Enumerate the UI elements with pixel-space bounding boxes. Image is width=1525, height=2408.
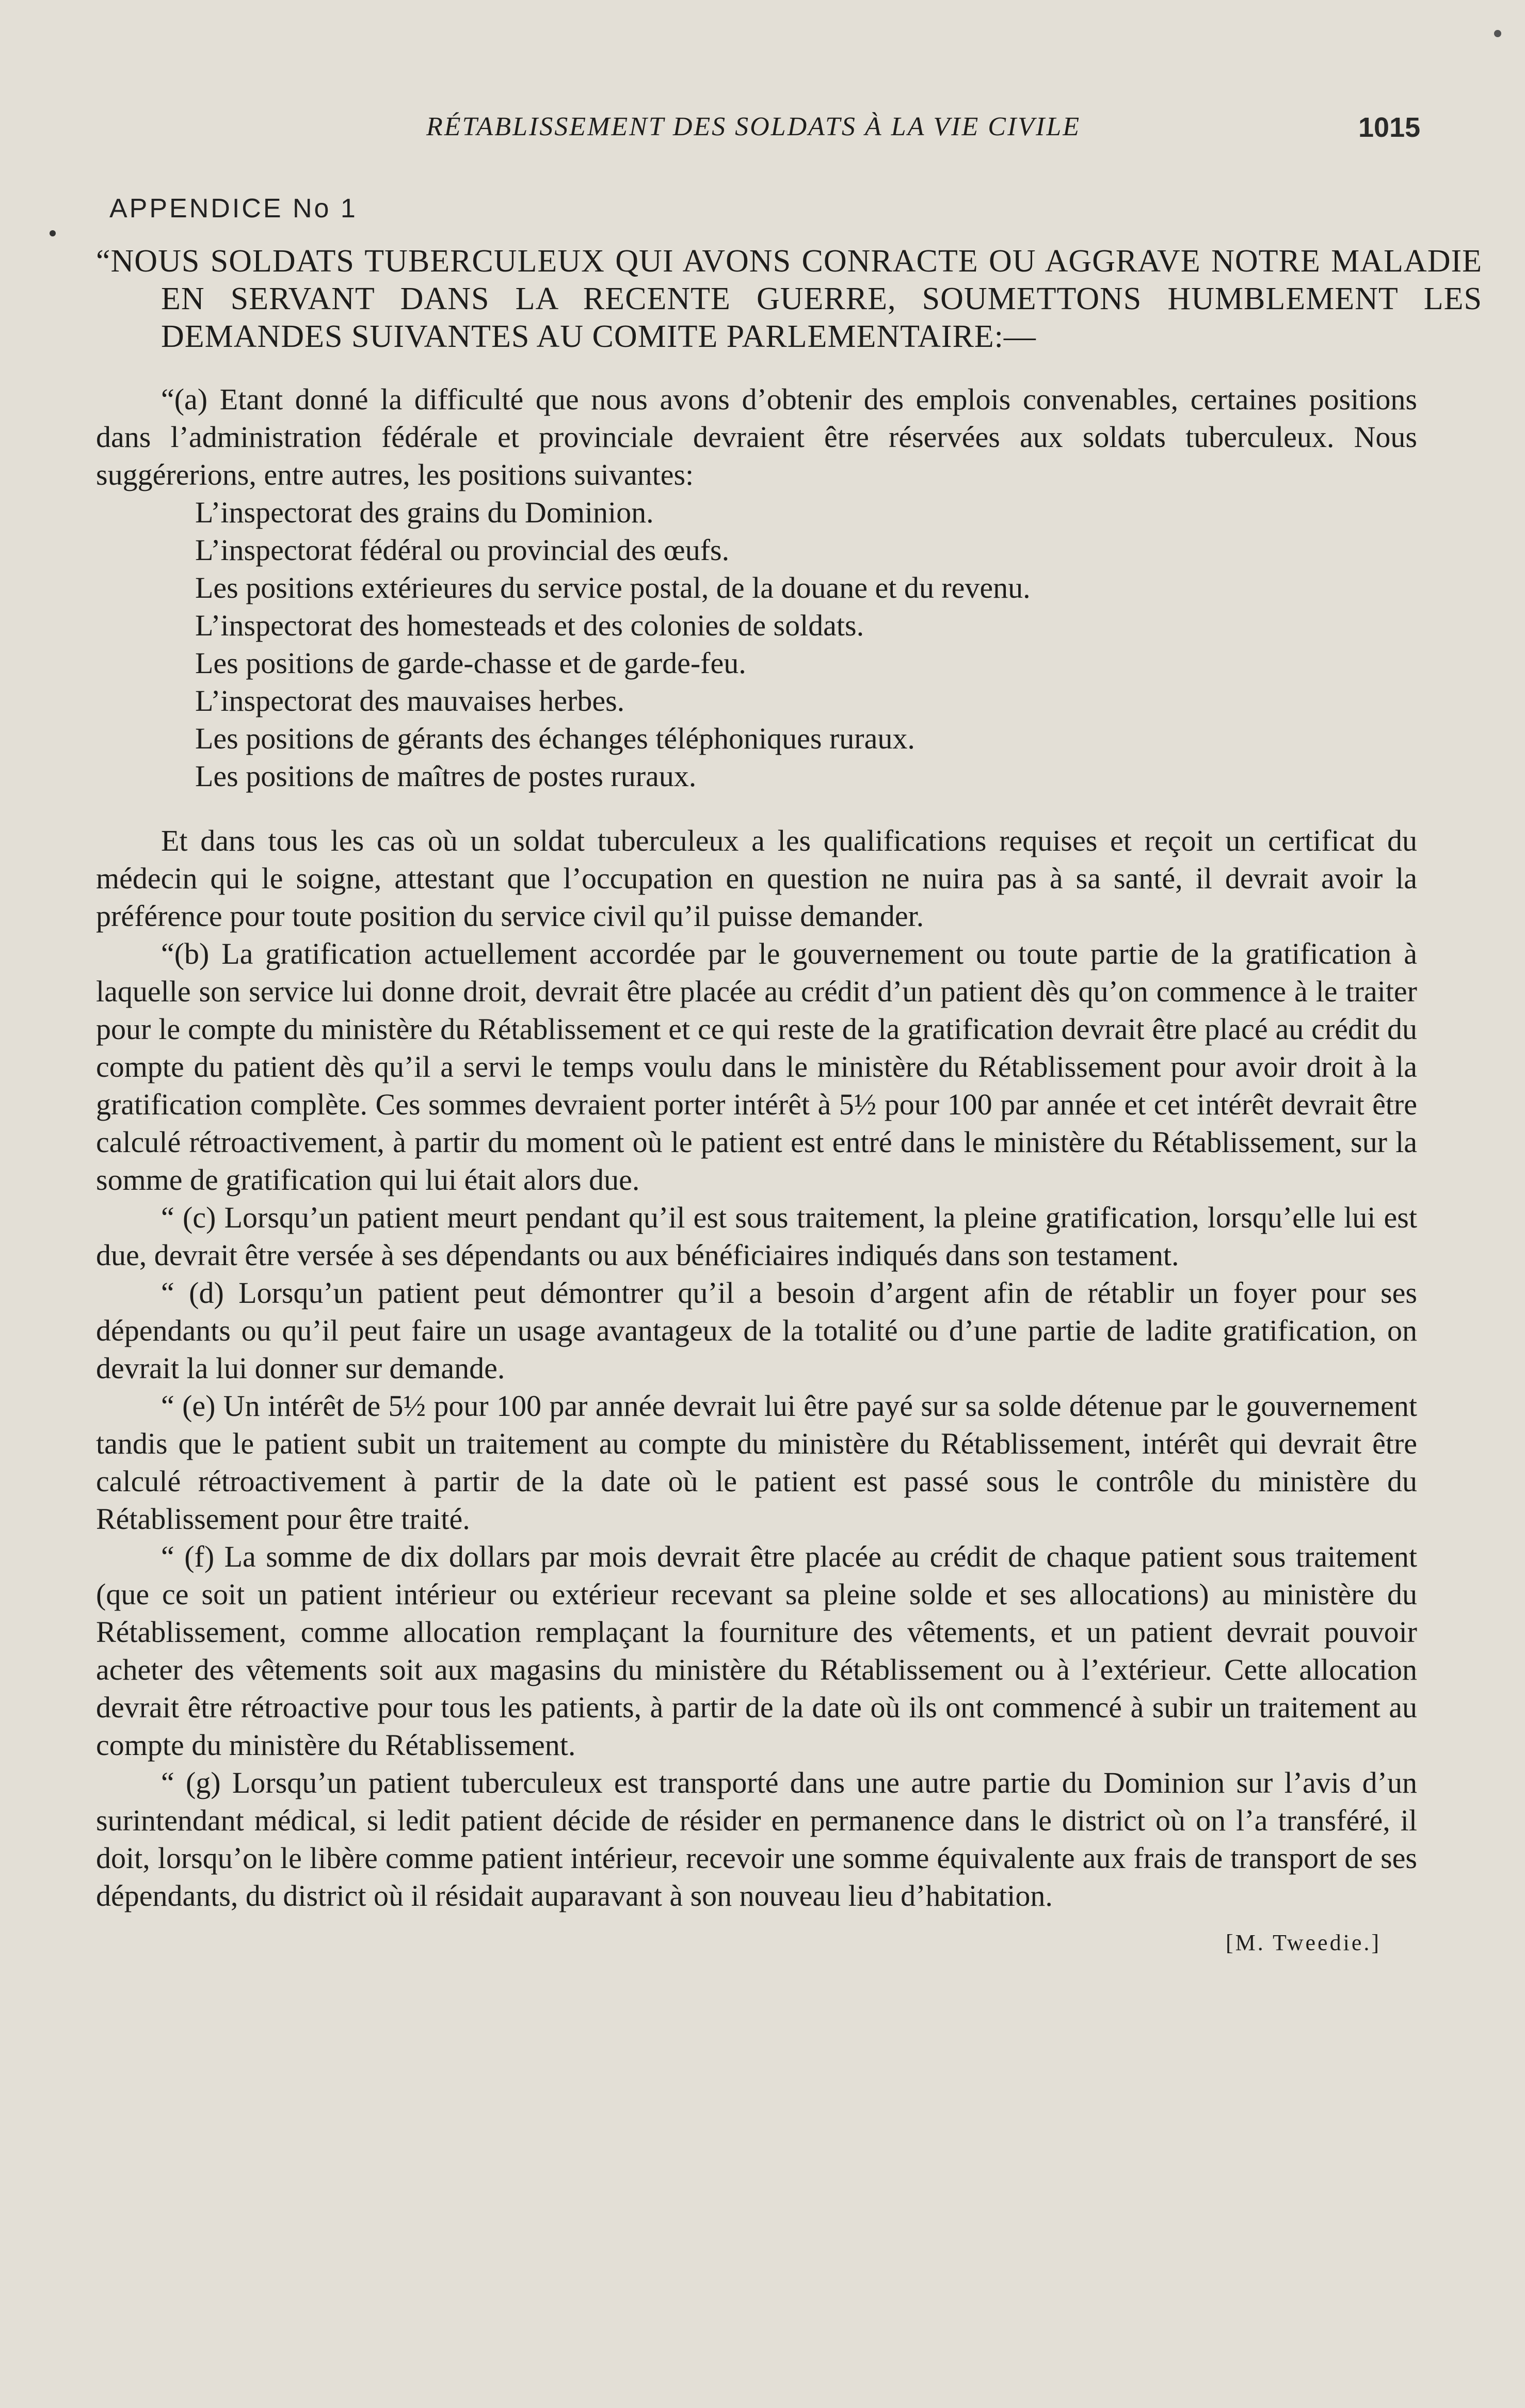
document-body [96, 243, 1482, 1962]
appendix-label: APPENDICE No 1 [109, 194, 358, 224]
paragraph-b: “(b) La gratification actuellement accordée par le gouvernement ou toute partie de la gratification à laquelle son service lui donne droit, devrait être placée au crédit d’un patient dès qu’on commence à le traiter pour le compte du ministère du Rétablissement et ce qui reste de la gratification devrait être placé au crédit du compte du patient dès qu’il a servi le temps voulu dans le ministère du Rétablissement pour avoir droit à la gratification complète. Ces sommes devraient porter intérêt à 5½ pour 100 par année et cet intérêt devrait être calculé rétroactivement, à partir du moment où le patient est entré dans le ministère du Rétablissement, sur la somme de gratification qui lui était alors due. [96, 937, 1417, 1197]
paragraph-a-continued: Et dans tous les cas où un soldat tuberculeux a les qualifications requises et reçoit un certificat du médecin qui le soigne, attestant que l’occupation en question ne nuira pas à sa santé, il devrait avoir la préférence pour toute position du service civil qu’il puisse demander. [96, 824, 1417, 933]
petition-heading: “NOUS SOLDATS TUBERCULEUX QUI AVONS CONRACTE OU AGGRAVE NOTRE MALADIE EN SERVANT DANS LA RECENTE GUERRE, SOUMETTONS HUMBLEMENT LES DEMANDES SUIVANTES AU COMITE PARLEMENTAIRE:— [96, 244, 1482, 354]
list-item: L’inspectorat des homesteads et des colonies de soldats. [195, 609, 864, 642]
scan-mark [50, 230, 56, 236]
running-title: RÉTABLISSEMENT DES SOLDATS À LA VIE CIVILE [426, 112, 1081, 141]
list-item: Les positions extérieures du service postal, de la douane et du revenu. [195, 571, 1031, 604]
signature: [M. Tweedie.] [1225, 1930, 1381, 1955]
paragraph-d: “ (d) Lorsqu’un patient peut démontrer qu’il a besoin d’argent afin de rétablir un foyer pour ses dépendants ou qu’il peut faire un usage avantageux de la totalité ou d’une partie de ladite gratification, on devrait la lui donner sur demande. [96, 1276, 1417, 1385]
paragraph-a: “(a) Etant donné la difficulté que nous avons d’obtenir des emplois convenables, certaines positions dans l’administration fédérale et provinciale devraient être réservées aux soldats tuberculeux. Nous suggérerions, entre autres, les positions suivantes: [96, 382, 1417, 491]
list-item: Les positions de maîtres de postes ruraux. [195, 759, 697, 793]
list-item: Les positions de gérants des échanges téléphoniques ruraux. [195, 722, 915, 755]
page-number: 1015 [1358, 112, 1421, 143]
scan-mark [1494, 30, 1501, 37]
list-item: L’inspectorat fédéral ou provincial des œufs. [195, 533, 730, 567]
paragraph-e: “ (e) Un intérêt de 5½ pour 100 par année devrait lui être payé sur sa solde détenue par le gouvernement tandis que le patient subit un traitement au compte du ministère du Rétablissement, intérêt qui devrait être calculé rétroactivement à partir de la date où le patient est passé sous le contrôle du ministère du Rétablissement pour être traité. [96, 1389, 1417, 1536]
list-item: Les positions de garde-chasse et de garde-feu. [195, 646, 746, 680]
list-item: L’inspectorat des mauvaises herbes. [195, 684, 625, 717]
list-item: L’inspectorat des grains du Dominion. [195, 496, 654, 529]
paragraph-c: “ (c) Lorsqu’un patient meurt pendant qu’il est sous traitement, la pleine gratification, lorsqu’elle lui est due, devrait être versée à ses dépendants ou aux bénéficiaires indiqués dans son testament. [96, 1201, 1417, 1272]
paragraph-g: “ (g) Lorsqu’un patient tuberculeux est transporté dans une autre partie du Dominion sur l’avis d’un surintendant médical, si ledit patient décide de résider en permanence dans le district où on l’a transféré, il doit, lorsqu’on le libère comme patient intérieur, recevoir une somme équivalente aux frais de transport de ses dépendants, du district où il résidait auparavant à son nouveau lieu d’habitation. [96, 1766, 1417, 1912]
paragraph-f: “ (f) La somme de dix dollars par mois devrait être placée au crédit de chaque patient sous traitement (que ce soit un patient intérieur ou extérieur recevant sa pleine solde et ses allocations) au ministère du Rétablissement, comme allocation remplaçant la fourniture des vêtements, et un patient devrait pouvoir acheter des vêtements soit aux magasins du ministère du Rétablissement ou à l’extérieur. Cette allocation devrait être rétroactive pour tous les patients, à partir de la date où ils ont commencé à subir un traitement au compte du ministère du Rétablissement. [96, 1540, 1417, 1762]
positions-list [96, 493, 1417, 795]
